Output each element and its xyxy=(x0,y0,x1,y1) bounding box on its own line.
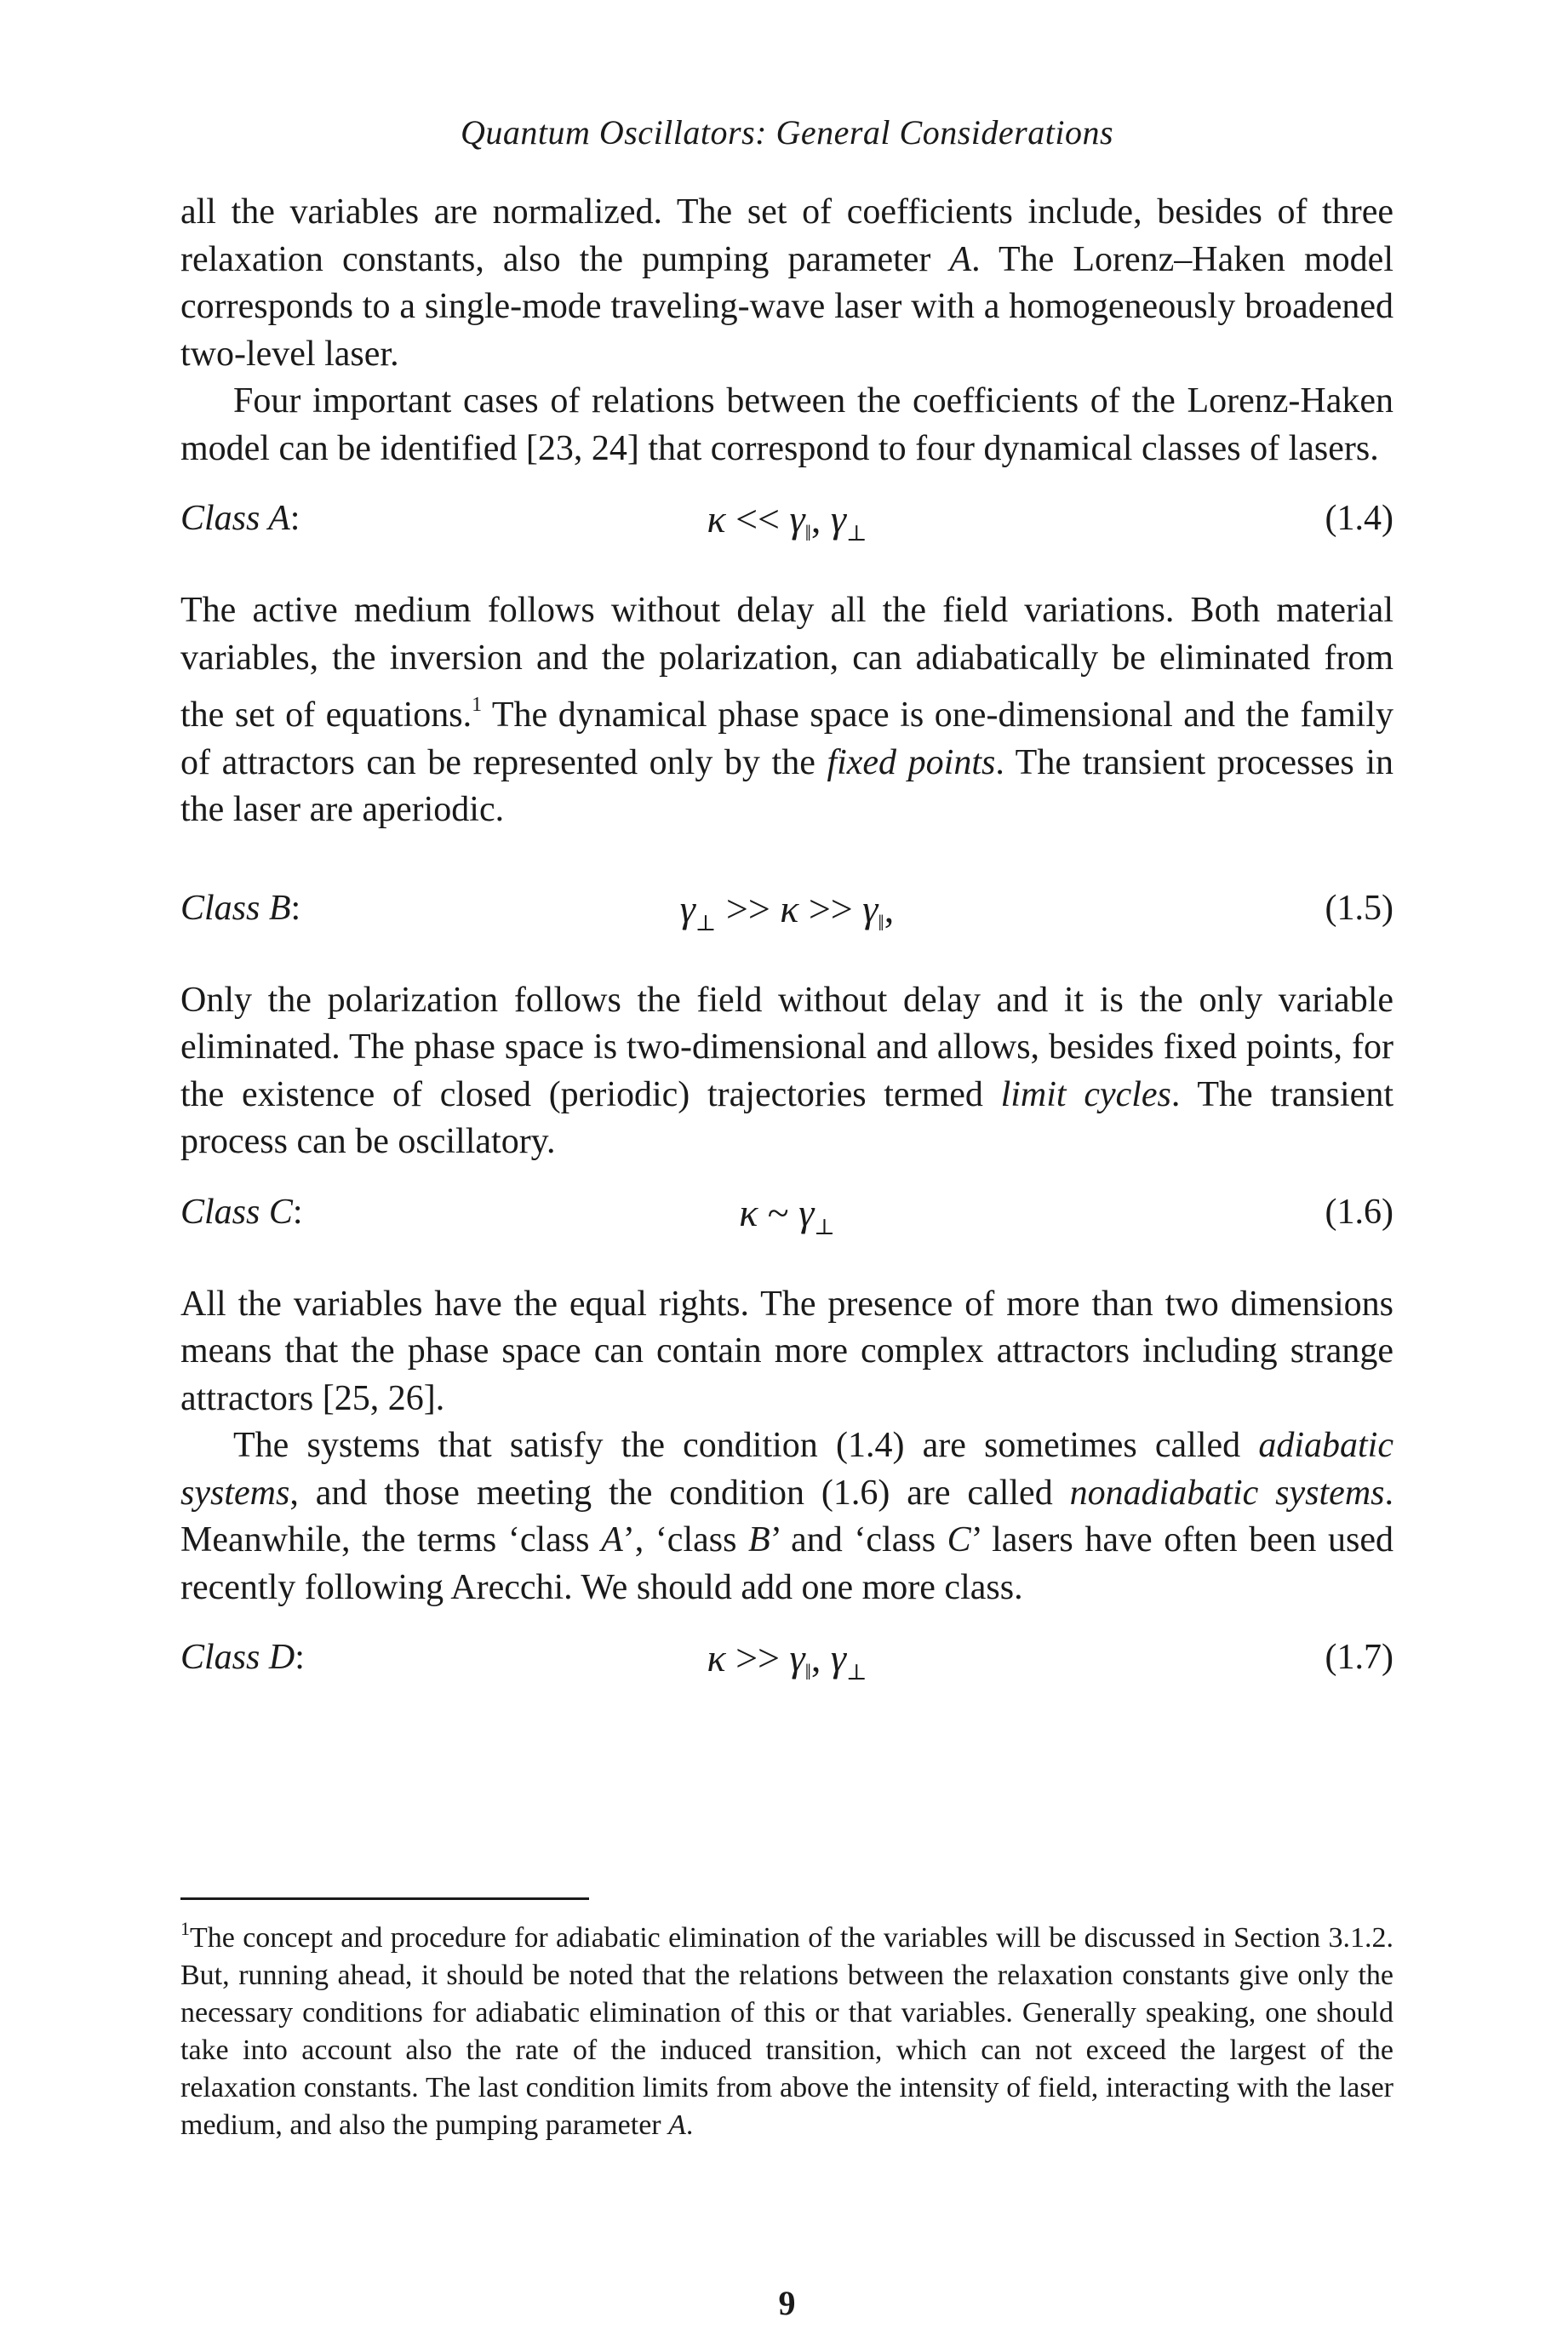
equation-number: (1.4) xyxy=(1325,499,1393,538)
equation-1-7 xyxy=(180,1634,1393,1685)
footnote-mark: 1 xyxy=(180,1918,190,1939)
paragraph: The systems that satisfy the condition (1.4) are sometimes called adiabatic systems, and those meeting the condition (1.6) are called nonadiabatic systems. Meanwhile, the terms ‘class A’, ‘class B’ and ‘class C’ lasers have often been used recently following Arecchi. We should add one more class. xyxy=(180,1426,1393,1607)
equation-1-4 xyxy=(180,495,1393,546)
page-number: 9 xyxy=(778,2284,796,2322)
footnote: $^1$The concept and procedure for adiabatic elimination of the variables will be discussed in Section 3.1.2. But, running ahead, it should be noted that the relations between the relaxation constants give only the necessary conditions for adiabatic elimination of this or that variables. Generally speaking, one should take into account also the rate of the induced transition, which can not exceed the largest of the relaxation constants. The last condition limits from above the intensity of field, interacting with the laser medium, and also the pumping parameter A. xyxy=(180,1918,1393,2141)
paragraph: The active medium follows without delay all the field variations. Both material variables, the inversion and the polarization, can adiabatically be eliminated from the set of equations.$^1$ The dynamical phase space is one-dimensional and the family of attractors can be represented only by the fixed points. The transient processes in the laser are aperiodic. xyxy=(180,591,1393,829)
equation-1-5 xyxy=(180,885,1393,936)
body-text xyxy=(180,189,1393,1685)
equation-number: (1.6) xyxy=(1325,1192,1393,1232)
equation-label: Class B: xyxy=(180,888,301,928)
paragraph: All the variables have the equal rights. The presence of more than two dimensions means that the phase space can contain more complex attractors including strange attractors [25, 26]. xyxy=(180,1284,1393,1418)
equation-label: Class D: xyxy=(180,1638,305,1677)
equation-formula: $\kappa >> \gamma_‖$, $\gamma_\perp$ xyxy=(707,1636,867,1685)
equation-label: Class A: xyxy=(180,499,300,538)
paragraph: Only the polarization follows the field without delay and it is the only variable eliminated. The phase space is two-dimensional and allows, besides fixed points, for the existence of closed (periodic) trajectories termed limit cycles. The transient process can be oscillatory. xyxy=(180,980,1393,1161)
equation-1-6 xyxy=(180,1189,1393,1237)
equation-formula: $\gamma_\perp >> \kappa >> \gamma_‖$, xyxy=(679,886,895,936)
equation-formula: $\kappa << \gamma_‖$, $\gamma_\perp$ xyxy=(707,497,867,546)
equation-label: Class C: xyxy=(180,1192,303,1232)
footnote-rule xyxy=(180,1897,589,1900)
equation-number: (1.7) xyxy=(1325,1638,1393,1677)
footnote-ref[interactable]: 1 xyxy=(472,694,483,716)
equation-formula: κ ~ $\gamma_\perp$ xyxy=(739,1190,835,1239)
paragraph: all the variables are normalized. The set of coefficients include, besides of three relaxation constants, also the pumping parameter A. The Lorenz–Haken model corresponds to a single-mode traveling-wave laser with a homogeneously broadened two-level laser. xyxy=(180,192,1393,374)
equation-number: (1.5) xyxy=(1325,888,1393,928)
running-head: Quantum Oscillators: General Considerations xyxy=(460,113,1114,152)
paragraph: Four important cases of relations between the coefficients of the Lorenz-Haken model can be identified [23, 24] that correspond to four dynamical classes of lasers. xyxy=(180,381,1393,468)
